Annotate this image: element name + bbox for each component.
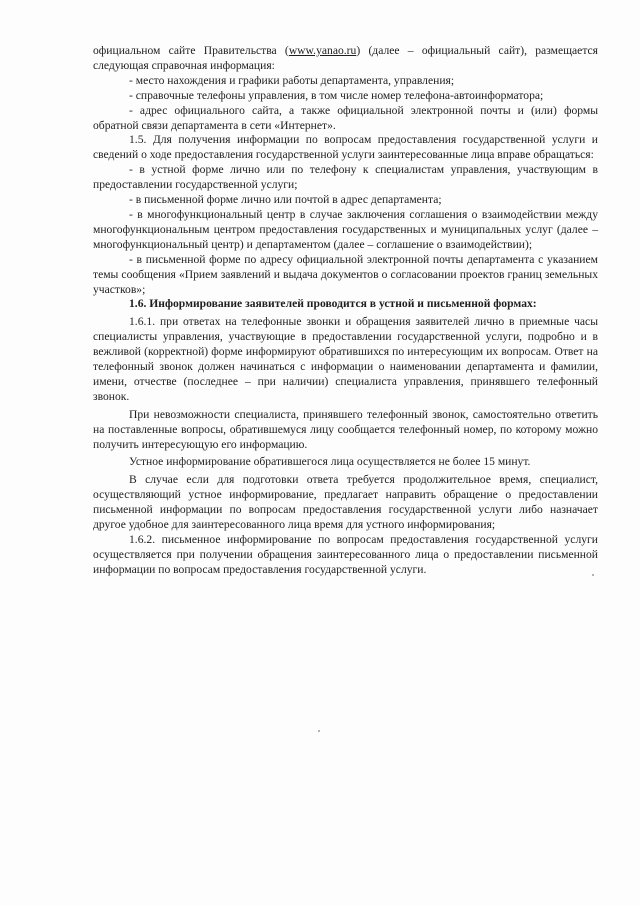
paragraph-impossibility: При невозможности специалиста, принявшего телефонный звонок, самостоятельно ответить на поставленные вопросы, обратившемуся лицу сообщается телефонный номер, по которому можно получить интересующую его информацию. <box>93 407 598 451</box>
paragraph-1-6-1: 1.6.1. при ответах на телефонные звонки и обращения заявителей лично в приемные часы специалисты управления, участвующие в предоставлении государственной услуги, подробно и в вежливой (корректной) форме информируют обратившихся по интересующим их вопросам. Ответ на телефонный звонок должен начинаться с информации о наименовании департамента и фамилии, имени, отчестве (последнее – при наличии) специалиста управления, принявшего телефонный звонок. <box>93 315 598 403</box>
document-body <box>93 44 598 578</box>
paragraph-official-site <box>93 44 598 74</box>
paragraph-mfc: - в многофункциональный центр в случае заключения соглашения о взаимодействии между многофункциональным центром предоставления государственных и муниципальных услуг (далее – многофункциональный центр) и департаментом (далее – соглашение о взаимодействии); <box>93 207 598 251</box>
paragraph-text: официальном сайте Правительства ( <box>93 44 289 57</box>
paragraph-oral-form: - в устной форме лично или по телефону к специалистам управления, участвующим в предоставлении государственной услуги; <box>93 163 598 192</box>
paragraph-location: - место нахождения и графики работы департамента, управления; <box>129 73 455 87</box>
paragraph-long-answer: В случае если для подготовки ответа требуется продолжительное время, специалист, осуществляющий устное информирование, предлагает направить обращение о предоставлении письменной информации по вопросам предоставления государственной услуги либо назначает другое удобное для заинтересованного лица время для устного информирования; <box>93 473 598 532</box>
paragraph-1-6-2: 1.6.2. письменное информирование по вопросам предоставления государственной услуги осуществляется при получении обращения заинтересованного лица о предоставлении письменной информации по вопросам предоставления государственной услуги. <box>93 533 598 576</box>
paragraph-phones: - справочные телефоны управления, в том числе номер телефона-автоинформатора; <box>129 88 544 102</box>
scan-speck <box>592 574 594 576</box>
paragraph-1-5: 1.5. Для получения информации по вопросам предоставления государственной услуги и сведений о ходе предоставления государственной услуги заинтересованные лица вправе обращаться: <box>93 133 598 162</box>
paragraph-website-address: - адрес официального сайта, а также официальной электронной почты и (или) формы обратной связи департамента в сети «Интернет». <box>93 103 598 132</box>
paragraph-written-form: - в письменной форме лично или почтой в адрес департамента; <box>129 193 442 207</box>
paragraph-duration: Устное информирование обратившегося лица осуществляется не более 15 минут. <box>129 455 531 469</box>
website-link[interactable]: www.yanao.ru <box>288 44 357 57</box>
paragraph-text: ) (далее – официальный сайт), размещается следующая справочная информация: <box>93 44 599 72</box>
paragraph-email: - в письменной форме по адресу официальной электронной почты департамента с указанием темы сообщения «Прием заявлений и выдача документов о согласовании проектов границ земельных участков»; <box>93 252 598 296</box>
scan-speck <box>318 730 320 732</box>
paragraph-1-6: 1.6. Информирование заявителей проводится в устной и письменной формах: <box>129 297 537 311</box>
